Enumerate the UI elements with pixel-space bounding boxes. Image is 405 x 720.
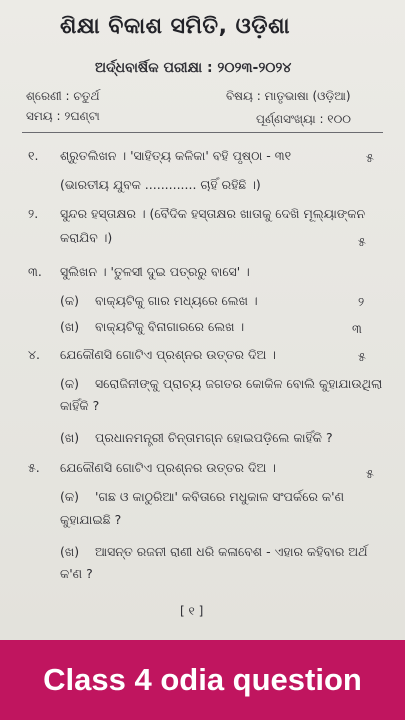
- question-text: ଶ୍ରୁତଲିଖନ । 'ସାହିତ୍ୟ କଳିକା' ବହି ପୃଷ୍ଠା - ୩୧: [60, 148, 292, 163]
- title-banner: [0, 640, 405, 720]
- question-mark: ୫: [366, 150, 374, 165]
- subquestion-label: (କ): [60, 489, 79, 504]
- question-number: ୨.: [28, 206, 39, 221]
- question-text: ସୁଲିଖନ । 'ତୁଳସୀ ଦୁଇ ପତ୍ରରୁ ବାସେ' ।: [60, 264, 250, 279]
- subquestion-text-cont: କାହିଁକି ?: [60, 398, 100, 413]
- question-text-cont: କରାଯିବ ।): [60, 230, 113, 245]
- page-number: [ ୧ ]: [180, 604, 204, 618]
- question-number: ୫.: [28, 460, 40, 475]
- subquestion-text-cont: କୁହାଯାଇଛି ?: [60, 512, 122, 527]
- question-text: ଯେକୌଣସି ଗୋଟିଏ ପ୍ରଶ୍ନର ଉତ୍ତର ଦିଅ ।: [60, 460, 277, 475]
- time-label: ସମୟ : ୨ଘଣ୍ଟା: [26, 109, 100, 123]
- question-number: ୩.: [28, 264, 42, 279]
- question-mark: ୫: [358, 349, 366, 364]
- class-label: ଶ୍ରେଣୀ : ଚତୁର୍ଥ: [26, 89, 100, 103]
- banner-text: Class 4 odia question: [43, 662, 362, 697]
- question-text: ଯେକୌଣସି ଗୋଟିଏ ପ୍ରଶ୍ନର ଉତ୍ତର ଦିଅ ।: [60, 347, 277, 362]
- subject-label: ବିଷୟ : ମାତୃଭାଷା (ଓଡ଼ିଆ): [226, 89, 351, 103]
- subquestion-text: ଆସନ୍ତ ରଜନୀ ରାଣୀ ଧରି କଳାବେଶ - ଏହାର କହିବାର ଅର୍ଥ: [95, 544, 368, 559]
- question-mark: ୫: [366, 466, 374, 481]
- subquestion-text: 'ଗଛ ଓ କାଠୁରିଆ' କବିତାରେ ମଧୁକାଳ ସଂପର୍କରେ କ'ଣ: [95, 489, 345, 504]
- subquestion-text: ସରୋଜିନୀଙ୍କୁ ପ୍ରାଚ୍ୟ ଜଗତର କୋକିଳ ବୋଲି କୁହାଯାଉଥିଲା: [95, 376, 383, 391]
- subquestion-mark: ୨: [358, 294, 365, 309]
- subquestion-mark: ୩: [352, 321, 362, 336]
- subquestion-label: (କ): [60, 293, 79, 308]
- question-text: ସୁନ୍ଦର ହସ୍ତାକ୍ଷର । (ବୈଦିକ ହସ୍ତାକ୍ଷର ଖାତାକୁ ଦେଖି ମୂଲ୍ୟାଙ୍କନ: [60, 206, 366, 221]
- subquestion-label: (ଖ): [60, 430, 80, 445]
- question-number: ୪.: [28, 347, 40, 362]
- subquestion-text: ପ୍ରଧାନମନ୍ତ୍ରୀ ଚିନ୍ତାମଗ୍ନ ହୋଇପଡ଼ିଲେ କାହିଁକି ?: [95, 430, 333, 445]
- subquestion-text-cont: କ'ଣ ?: [60, 566, 93, 581]
- header-divider: [22, 132, 383, 133]
- paper-title: ଶିକ୍ଷା ବିକାଶ ସମିତି, ଓଡ଼ିଶା: [60, 14, 290, 39]
- subquestion-label: (ଖ): [60, 544, 80, 559]
- exam-name: ଅର୍ଦ୍ଧବାର୍ଷିକ ପରୀକ୍ଷା : ୨୦୨୩-୨୦୨୪: [95, 60, 292, 76]
- question-mark: ୫: [358, 234, 366, 249]
- subquestion-label: (ଖ): [60, 319, 80, 334]
- subquestion-label: (କ): [60, 376, 79, 391]
- full-marks-label: ପୂର୍ଣ୍ଣସଂଖ୍ୟା : ୧୦୦: [256, 112, 351, 126]
- question-number: ୧.: [28, 148, 39, 163]
- question-text-cont: (ଭାରତୀୟ ଯୁବକ ............. ଚାହିଁ ରହିଛି ।): [60, 177, 261, 192]
- subquestion-text: ବାକ୍ୟଟିକୁ ଗାର ମଧ୍ୟରେ ଲେଖ ।: [95, 293, 258, 308]
- subquestion-text: ବାକ୍ୟଟିକୁ ବିନାଗାରରେ ଲେଖ ।: [95, 319, 245, 334]
